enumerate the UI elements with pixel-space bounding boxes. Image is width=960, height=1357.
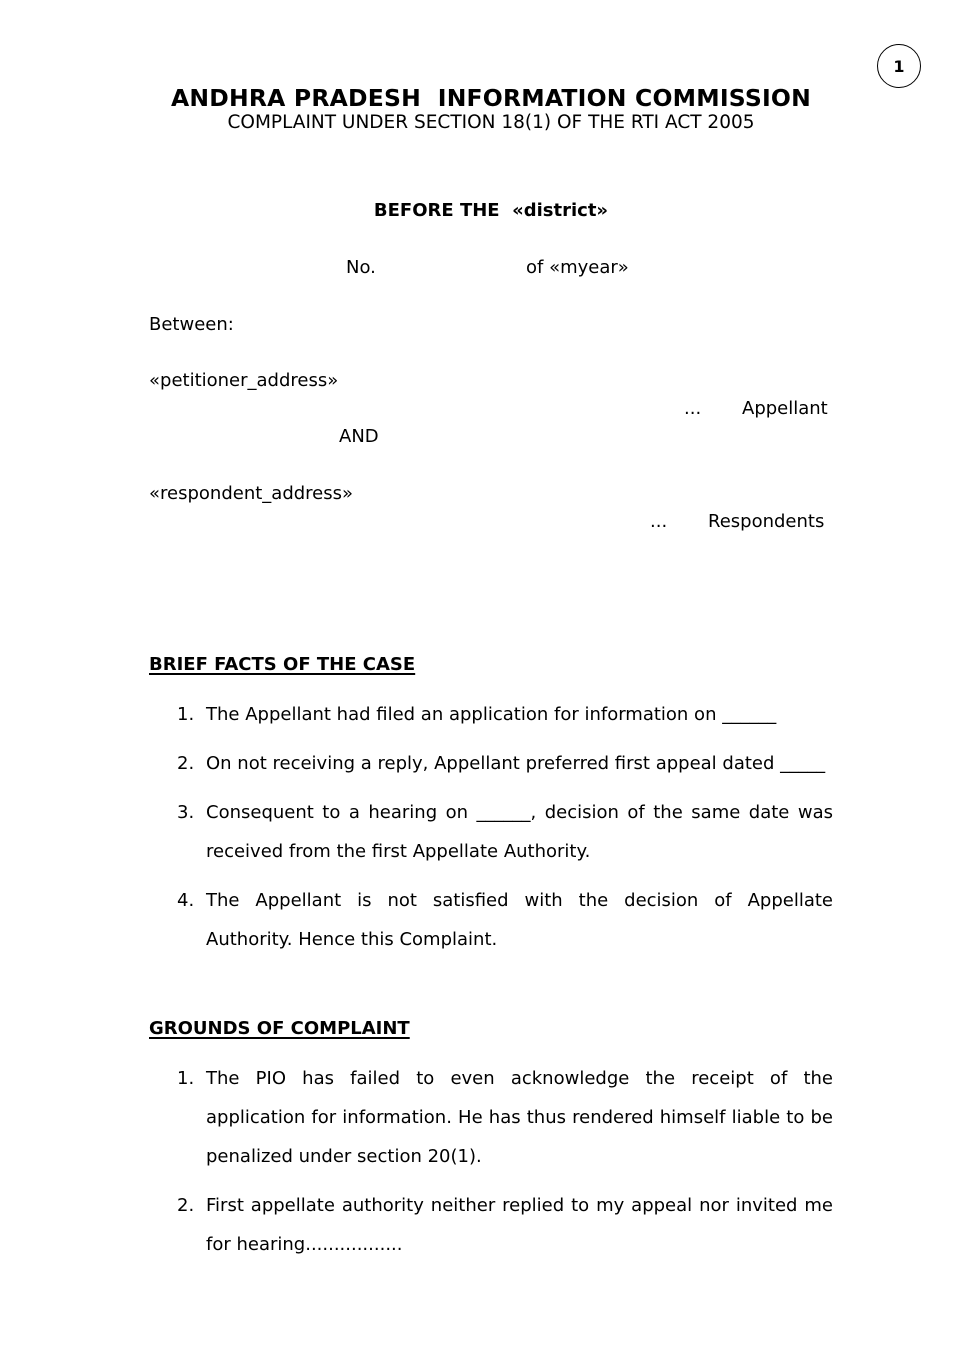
brief-facts-heading: BRIEF FACTS OF THE CASE [149, 654, 416, 675]
list-item [177, 793, 833, 871]
page-number-badge [877, 44, 921, 88]
list-item-number: 2. [177, 1195, 195, 1216]
list-item-number: 1. [177, 1068, 195, 1089]
list-item-number: 2. [177, 753, 195, 774]
list-item-text: The Appellant is not satisfied with the decision of Appellate Authority. Hence this Complaint. [206, 890, 833, 950]
appellant-dots: ... [684, 398, 702, 419]
respondents-label: Respondents [708, 511, 825, 532]
list-item [177, 1186, 833, 1264]
list-item [177, 1059, 833, 1176]
document-title: ANDHRA PRADESH INFORMATION COMMISSION [171, 84, 811, 112]
list-item-text: Consequent to a hearing on ______, decision of the same date was received from the first Appellate Authority. [206, 802, 833, 862]
document-subtitle: COMPLAINT UNDER SECTION 18(1) OF THE RTI ACT 2005 [227, 112, 755, 133]
petitioner-address: «petitioner_address» [149, 370, 339, 391]
page-number: 1 [893, 56, 905, 76]
list-item-text: First appellate authority neither replied to my appeal nor invited me for hearing................. [206, 1195, 833, 1255]
before-line: BEFORE THE «district» [373, 200, 609, 221]
list-item-number: 3. [177, 802, 195, 823]
list-item-text: On not receiving a reply, Appellant preferred first appeal dated _____ [206, 753, 826, 774]
list-item-text: The Appellant had filed an application for information on ______ [206, 704, 777, 725]
case-year-label: of «myear» [526, 257, 629, 278]
list-item [177, 695, 833, 734]
appellant-label: Appellant [742, 398, 828, 419]
respondent-address: «respondent_address» [149, 483, 354, 504]
grounds-heading: GROUNDS OF COMPLAINT [149, 1018, 410, 1039]
list-item-text: The PIO has failed to even acknowledge the receipt of the application for information. He has thus rendered himself liable to be penalized under section 20(1). [206, 1068, 833, 1167]
between-label: Between: [149, 314, 234, 335]
respondents-dots: ... [650, 511, 668, 532]
list-item-number: 1. [177, 704, 195, 725]
brief-facts-list [149, 695, 833, 969]
case-number-label: No. [346, 257, 376, 278]
list-item-number: 4. [177, 890, 195, 911]
grounds-list [149, 1059, 833, 1274]
and-label: AND [339, 426, 379, 447]
list-item [177, 881, 833, 959]
list-item [177, 744, 833, 783]
